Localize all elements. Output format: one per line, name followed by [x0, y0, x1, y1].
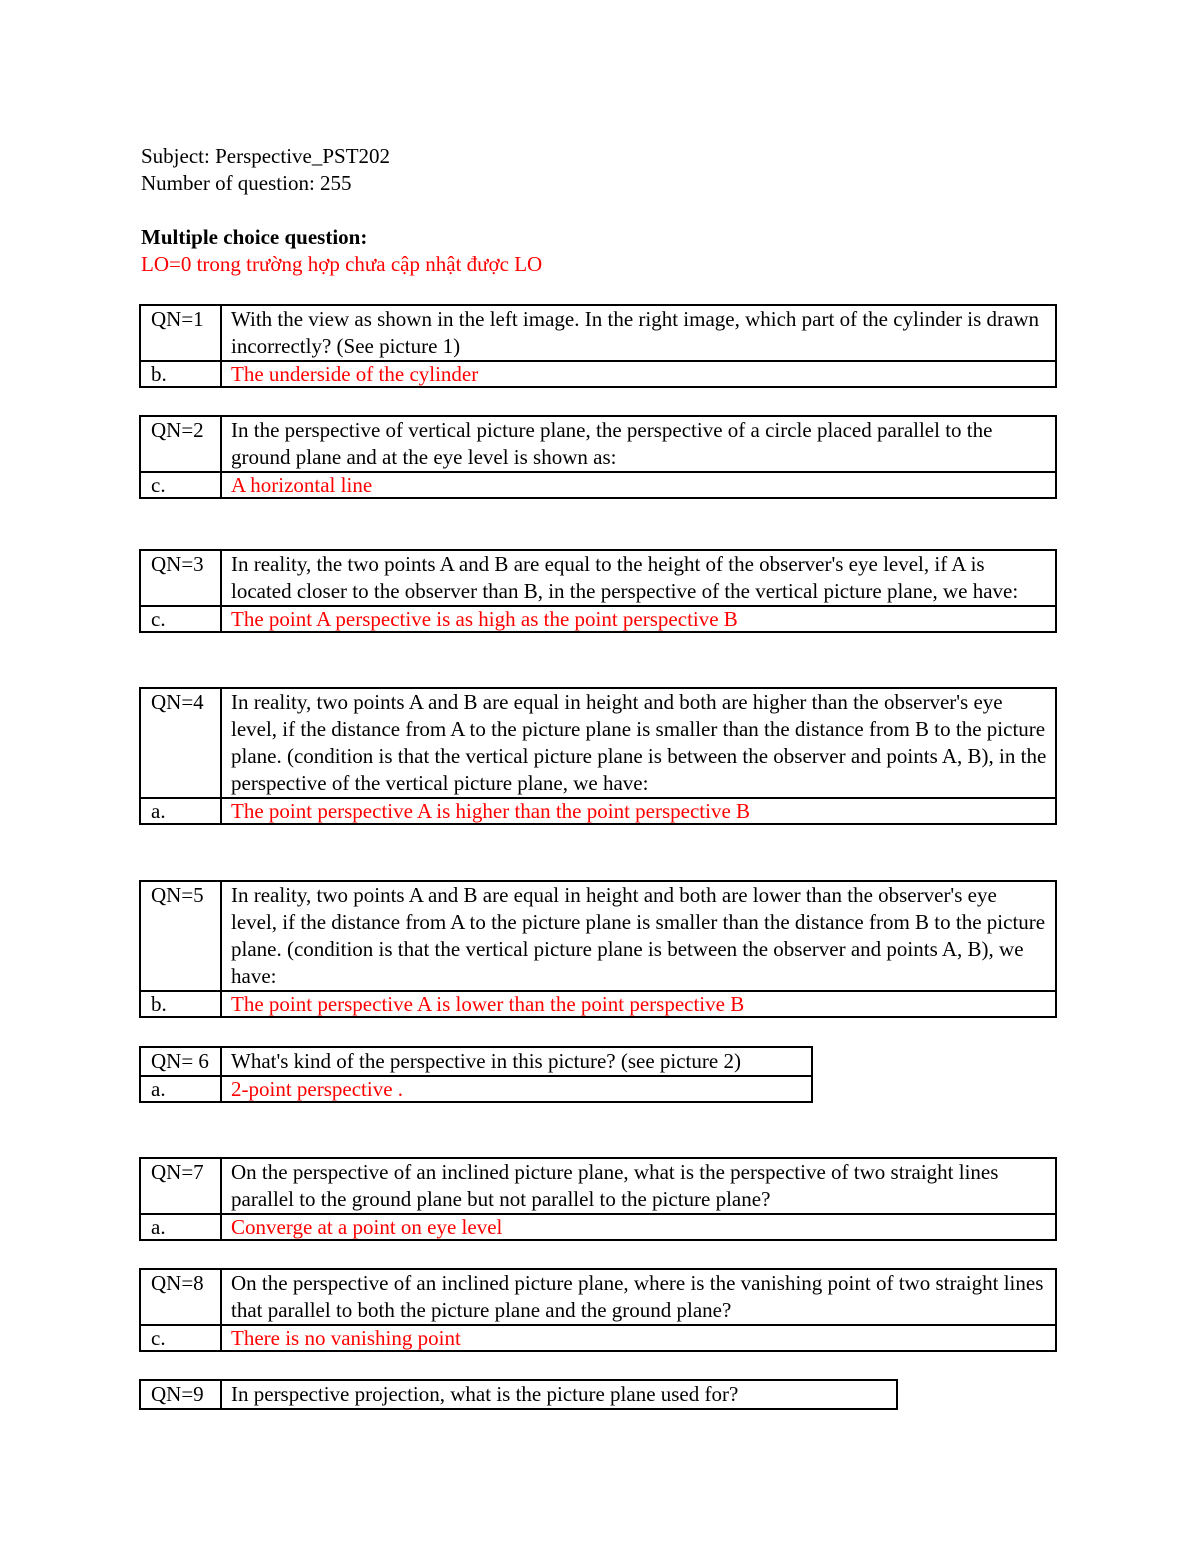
answer-letter: c. — [140, 1325, 221, 1351]
question-table-1 — [139, 304, 1057, 388]
question-number: QN=5 — [140, 881, 221, 991]
question-table-6 — [139, 1046, 813, 1103]
question-row — [140, 881, 1056, 991]
answer-letter: a. — [140, 798, 221, 824]
answer-text: There is no vanishing point — [221, 1325, 1056, 1351]
question-table-3 — [139, 549, 1057, 633]
question-text: On the perspective of an inclined picture plane, what is the perspective of two straight lines parallel to the ground plane but not parallel to the picture plane? — [221, 1158, 1056, 1214]
question-number: QN=2 — [140, 416, 221, 472]
question-text: In perspective projection, what is the picture plane used for? — [221, 1380, 897, 1409]
question-text: In the perspective of vertical picture plane, the perspective of a circle placed parallel to the ground plane and at the eye level is shown as: — [221, 416, 1056, 472]
question-text: In reality, two points A and B are equal in height and both are higher than the observer's eye level, if the distance from A to the picture plane is smaller than the distance from B to the picture plane. (condition is that the vertical picture plane is between the observer and points A, B), in the perspective of the vertical picture plane, we have: — [221, 688, 1056, 798]
document-header — [141, 143, 1041, 278]
answer-text: The underside of the cylinder — [221, 361, 1056, 387]
section-title: Multiple choice question: — [141, 225, 368, 249]
question-row — [140, 1380, 897, 1409]
answer-row — [140, 1325, 1056, 1351]
question-number: QN=1 — [140, 305, 221, 361]
question-row — [140, 550, 1056, 606]
answer-row — [140, 606, 1056, 632]
question-table-2 — [139, 415, 1057, 499]
question-row — [140, 1158, 1056, 1214]
answer-row — [140, 472, 1056, 498]
question-number: QN= 6 — [140, 1047, 221, 1076]
question-text: On the perspective of an inclined picture plane, where is the vanishing point of two straight lines that parallel to both the picture plane and the ground plane? — [221, 1269, 1056, 1325]
answer-letter: b. — [140, 361, 221, 387]
answer-letter: a. — [140, 1076, 221, 1102]
answer-letter: a. — [140, 1214, 221, 1240]
header-spacer — [141, 197, 1041, 224]
answer-letter: c. — [140, 472, 221, 498]
question-number: QN=9 — [140, 1380, 221, 1409]
answer-letter: c. — [140, 606, 221, 632]
answer-text: A horizontal line — [221, 472, 1056, 498]
question-number: QN=3 — [140, 550, 221, 606]
question-text: With the view as shown in the left image. In the right image, which part of the cylinder is drawn incorrectly? (See picture 1) — [221, 305, 1056, 361]
question-count-line: Number of question: 255 — [141, 171, 352, 195]
question-text: What's kind of the perspective in this picture? (see picture 2) — [221, 1047, 812, 1076]
answer-text: The point A perspective is as high as the point perspective B — [221, 606, 1056, 632]
subject-line: Subject: Perspective_PST202 — [141, 144, 391, 168]
question-number: QN=4 — [140, 688, 221, 798]
answer-row — [140, 991, 1056, 1017]
lo-note: LO=0 trong trường hợp chưa cập nhật được LO — [141, 252, 543, 276]
question-table-4 — [139, 687, 1057, 825]
question-table-9 — [139, 1379, 898, 1410]
answer-row — [140, 361, 1056, 387]
question-text: In reality, two points A and B are equal in height and both are lower than the observer's eye level, if the distance from A to the picture plane is smaller than the distance from B to the picture plane. (condition is that the vertical picture plane is between the observer and points A, B), we have: — [221, 881, 1056, 991]
question-row — [140, 1269, 1056, 1325]
question-table-5 — [139, 880, 1057, 1018]
answer-text: 2-point perspective . — [221, 1076, 812, 1102]
question-row — [140, 305, 1056, 361]
answer-letter: b. — [140, 991, 221, 1017]
question-row — [140, 1047, 812, 1076]
answer-row — [140, 798, 1056, 824]
answer-text: Converge at a point on eye level — [221, 1214, 1056, 1240]
answer-text: The point perspective A is higher than the point perspective B — [221, 798, 1056, 824]
answer-text: The point perspective A is lower than the point perspective B — [221, 991, 1056, 1017]
question-number: QN=7 — [140, 1158, 221, 1214]
question-text: In reality, the two points A and B are equal to the height of the observer's eye level, if A is located closer to the observer than B, in the perspective of the vertical picture plane, we have: — [221, 550, 1056, 606]
question-table-7 — [139, 1157, 1057, 1241]
question-table-8 — [139, 1268, 1057, 1352]
question-number: QN=8 — [140, 1269, 221, 1325]
answer-row — [140, 1076, 812, 1102]
question-row — [140, 416, 1056, 472]
question-row — [140, 688, 1056, 798]
answer-row — [140, 1214, 1056, 1240]
